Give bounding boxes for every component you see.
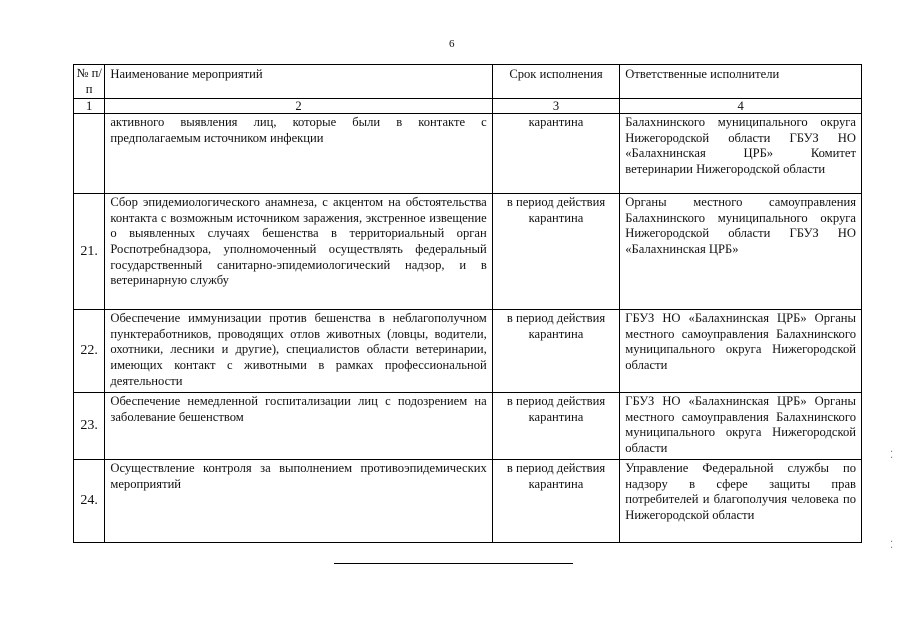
header-name: Наименование мероприятий xyxy=(105,65,492,99)
row-name: Обеспечение немедленной госпитализации лиц с подозрением на заболевание бешенством xyxy=(105,393,492,460)
header-row xyxy=(74,65,862,99)
row-resp: ГБУЗ НО «Балахнинская ЦРБ» Органы местного самоуправления Балахнинского муниципального округа Нижегородской области xyxy=(620,393,862,460)
row-resp: Управление Федеральной службы по надзору в сфере защиты прав потребителей и благополучия человека по Нижегородской области xyxy=(620,460,862,543)
row-term: в период действия карантина xyxy=(492,393,619,460)
row-term: в период действия карантина xyxy=(492,460,619,543)
index-row xyxy=(74,99,862,114)
table-row xyxy=(74,114,862,194)
table-row xyxy=(74,393,862,460)
end-divider xyxy=(334,563,573,564)
index-cell: 4 xyxy=(620,99,862,114)
header-num: № п/п xyxy=(74,65,105,99)
index-cell: 2 xyxy=(105,99,492,114)
table-row xyxy=(74,310,862,393)
index-cell: 3 xyxy=(492,99,619,114)
scan-mark: ⁚ xyxy=(890,450,894,461)
row-num xyxy=(74,114,105,194)
row-name: Сбор эпидемиологического анамнеза, с акцентом на обстоятельства контакта с возможным источником заражения, экстренное извещение о выявленных случаях бешенства в территориальный орган Роспотребнадзора, уполномоченный осуществлять федеральный государственный санитарно-эпидемиологический надзор, и в ветеринарную службу xyxy=(105,194,492,310)
row-resp: Органы местного самоуправления Балахнинского муниципального округа Нижегородской области ГБУЗ НО «Балахнинская ЦРБ» xyxy=(620,194,862,310)
row-num: 22. xyxy=(74,310,105,393)
row-num: 24. xyxy=(74,460,105,543)
scan-mark: ⁚ xyxy=(890,540,894,551)
header-resp: Ответственные исполнители xyxy=(620,65,862,99)
row-term: карантина xyxy=(492,114,619,194)
table-row xyxy=(74,460,862,543)
header-term: Срок исполнения xyxy=(492,65,619,99)
row-name: активного выявления лиц, которые были в контакте с предполагаемым источником инфекции xyxy=(105,114,492,194)
row-name: Осуществление контроля за выполнением противоэпидемических мероприятий xyxy=(105,460,492,543)
index-cell: 1 xyxy=(74,99,105,114)
row-name: Обеспечение иммунизации против бешенства в неблагополучном пунктеработников, проводящих отлов животных (ловцы, водители, охотники, лесники и другие), специалистов области ветеринарии, имеющих контакт с животными в рамках профессиональной деятельности xyxy=(105,310,492,393)
row-resp: ГБУЗ НО «Балахнинская ЦРБ» Органы местного самоуправления Балахнинского муниципального округа Нижегородской области xyxy=(620,310,862,393)
page-number: 6 xyxy=(449,38,455,50)
row-num: 21. xyxy=(74,194,105,310)
row-num: 23. xyxy=(74,393,105,460)
table-row xyxy=(74,194,862,310)
row-term: в период действия карантина xyxy=(492,310,619,393)
measures-table xyxy=(73,64,862,543)
row-resp: Балахнинского муниципального округа Нижегородской области ГБУЗ НО «Балахнинская ЦРБ» Комитет ветеринарии Нижегородской области xyxy=(620,114,862,194)
row-term: в период действия карантина xyxy=(492,194,619,310)
